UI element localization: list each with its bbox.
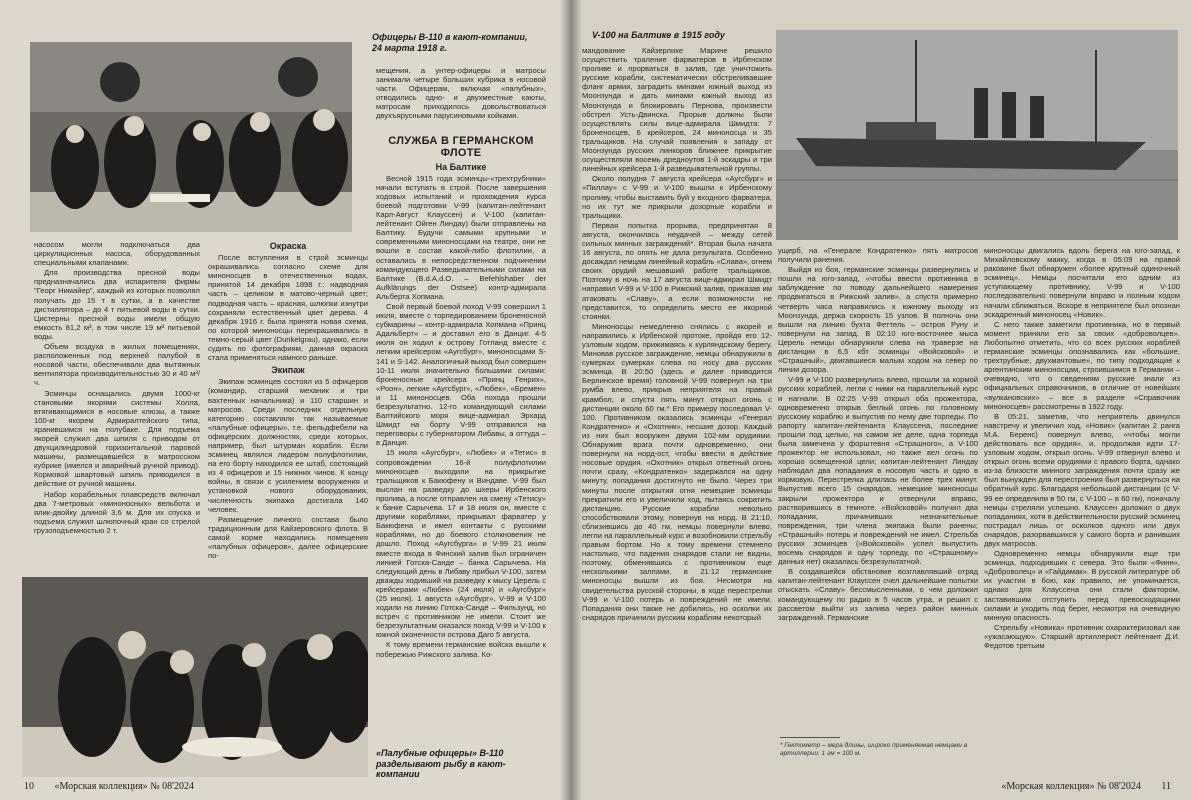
left-page bbox=[0, 0, 570, 800]
paragraph: В 05:21, заметив, что неприятель двинулся навстречу и увеличил ход, «Новик» (капитан 2 ранга М.А. Беренс) повернул влево, «чтобы могли действовать все орудия», и, продолжая идти 17-узловым ходом, открыл огонь. V-99 отвернул влево и открыл огонь всеми орудиями с правого борта, однако из-за близости минного заграждения почти сразу же был вынужден для перестроения был развернуться на обратный курс. Благодаря небольшой дистанции (с V-99 ее определили в 50 гм, с V-100 – в 60 гм), поначалу немцы стреляли успешно. Клауссен доложил о двух попаданиях, хотя в действительности русский эсминец пострадал лишь от осколков одного или двух снарядов, разорвавшихся у самого борта и ранивших двух матросов. bbox=[984, 411, 1180, 548]
paragraph: Миноносцы немедленно снялись с якорей и направились к Ирбенской протоке, пройдя его 12-узловым ходом, прижимаясь к курляндскому берегу. Миновав русское заграждение, немцы обнаружили в сумерках сумерках слева по носу два русских эсминца. В 20:50 (здесь и далее приводится Берлинское время) головной V-99 повернул на три румба влево, прикрыв неприятеля на правый крамбол, и спустя пять минут открыл огонь с дистанции около 60 гм.* Его примеру последовал V-100. Противником оказались эсминцы «Генерал Кондратенко» и «Охотник», несшие дозор. Каждый из них был вооружен двумя 102-мм орудиями. Обнаружив врага почти одновременно, они повернули на норд-ост, чтобы ввести в действие носовые орудия. «Охотник» открыл ответный огонь почти сразу, «Кондратенко» задержался на одну минуту, попадания достигнуто не было. Через три минуты после открытия огня немецкие эсминцы прекратили его и увеличили ход, пытаясь сократить дистанцию. Русские корабли невольно способствовали этому, повернув на норд. В 21:10, сблизившись до 40 гм, немцы повернули влево, легли на параллельный курс и возобновили стрельбу правым бортом. Но к тому времени стемнело настолько, что падения снарядов стали не видны, поэтому, обменявшись с противником еще несколькими залпами, в 21:12 германские миноносцы вышли из боя. Несмотря на свидетельства русской стороны, в ходе перестрелки V-99 и V-100 потерь и повреждений не имели. Попадания они также не добились, но осколки их снарядов причинили русским кораблям некоторый bbox=[582, 321, 772, 622]
paragraph: мещения, а унтер-офицеры и матросы занимали четыре больших кубрика в носовой части. Офицерам, включая «палубных», отводились одно- и двухместные каюты, матросам приходилось довольствоваться двухъярусными парусиновыми койками. bbox=[376, 66, 546, 121]
subheading-baltic: На Балтике bbox=[435, 161, 487, 172]
right-col-2 bbox=[778, 246, 978, 732]
paragraph: После вступления в строй эсминцы окрашивались согласно схеме для миноносцев в отечественных водах, принятой 14 декабря 1898 г.: надводная часть – целиком в матово-черный цвет; подводная часть – красная, шлюпки изнутри сохраняли естественный цвет дерева. 4 декабря 1916 г. была принята новая схема, по которой миноносцы перекрашивались в темно-серый цвет (Dunkelgrau), однако, если судить по фотографиям, данная окраска стала применяться намного раньше. bbox=[208, 253, 368, 363]
paragraph: V-99 и V-100 развернулись влево, прошли за кормой русских кораблей, легли с ними на параллельный курс и нагнали. В 02:25 V-99 открыл оба прожектора, одновременно открыв беглый огонь по головному русскому кораблю и выпустив по нему две торпеды. По рапорту капитан-лейтенанта Клауссена, последние прошли под целью, на самом же деле, одна торпеда была замечена у форштевня «Страшного», а V-100 прожектор не использовал, но также вел огонь по хорошо освещенной цели; капитан-лейтенант Линдау наблюдал два попадания в носовую часть и одно в кормовую. Перестрелка длилась не более трех минут. Выпустив всего 15 снарядов, немецкие миноносцы закрыли прожектора и отвернули вправо, растворившись в темноте. «Войсковой» получил два попадания, причинивших незначительные повреждения, три члена экипажа были ранены; «Страшный» потерь и повреждений не имел. Стрельба русских эсминцев («Войсковой» успел выпустить восемь снарядов и одну торпеду, по «Страшному» данных нет) оказалась безрезультатной. bbox=[778, 375, 978, 567]
footnote: * Гектометр – мера длины, широко применяемая немцами в артиллерии: 1 гм = 100 м. bbox=[780, 742, 968, 757]
footer-left bbox=[24, 781, 194, 792]
footer-right bbox=[1001, 781, 1171, 792]
paragraph: Одновременно немцы обнаружили еще три эсминца, подходивших с севера. Это были «Финн», «Доброволец» и «Гайдамак». В русской литературе об их участии в бою, как правило, не упоминается, однако для Клауссена они стали фактором, заставившим отступить перед превосходящими силами и уходить под берег, несмотря на очевидную минную опасность. bbox=[984, 549, 1180, 622]
magazine-title: «Морская коллекция» № 08'2024 bbox=[1001, 781, 1141, 792]
paragraph: 15 июля «Аугсбург», «Любек» и «Тетис» в сопровождении 16-й полуфлотилии миноносцев выходили на прикрытие тральщиков к Бакюфену и Виндаве. V-99 был выслан на разведку до шхеры Ирбенского пролива, а после отправлен на смену «Тетису» к банке Сарычева. 17 и 18 июля он, вместе с другими кораблями, прикрывал фарватер у Бакюфена и имел контакты с русскими кораблями, но до боевого столкновения не дошло. Поход «Аугсбурга» и V-99 21 июля вместе входа в Финский залив был ограничен линией Готска-Санде – банка Сарычева. На следующий день в Либаву прибыл V-100, затем дважды ходивший на разведку к мысу Церель с крейсерами «Любек» (24 июля) и «Аугсбург» (25 июля). 1 августа «Аугсбург», V-99 и V-100 ходили на линию Готска-Сандё – Фильзунд, но встреч с противником не имели. Стоит же безрезультатным оказался поход V-99 и V-100 к южной оконечности острова Даго 5 августа. bbox=[376, 448, 546, 640]
paragraph: Размещение личного состава было традиционным для Кайзеровского флота. В самой корме находились помещения «палубных офицеров», далее офицерские по- bbox=[208, 514, 368, 561]
paragraph: ущерб, на «Генерале Кондратенко» пять матросов получили ранения. bbox=[778, 246, 978, 265]
right-col-3 bbox=[984, 246, 1180, 780]
caption-top-right: V-100 на Балтике в 1915 году bbox=[592, 30, 725, 40]
page-number: 11 bbox=[1161, 781, 1171, 792]
paragraph: В создавшейся обстановке возглавлявший отряд капитан-лейтенант Клауссен счел дальнейшие попытки отыскать «Славу» бессмысленными, о чем доложил командующему по радио в 5 часов утра, и решил с рассветом выйти из залива через район минных заграждений. Германские bbox=[778, 567, 978, 622]
paragraph: мандование Кайзерлихе Марине решило осуществить траление фарватеров в Ирбенском проливе и прорваться в залив, где уничтожить русские корабли, систематически обстреливавшие фланг армии, заградить минами южный выход из Моонзунда и дать минами южный выход из Моонзунда и блокировать Пернова, произвести обстрел Усть-Двинска. Прорыв должны были осуществлять силы вице-адмирала Шмидта: 7 броненосцев, 6 крейсеров, 24 миноносца и 35 тральщиков. На случай появления к западу от Моонзунда русских линкоров ближнее прикрытие осуществляли восемь дредноутов 1-й эскадры и три линейных крейсера 1-й разведывательной группы. bbox=[582, 46, 772, 174]
paragraph: Свой первый боевой поход V-99 совершил 1 июля, вместе с торпедированием броненосной субмарины – контр-адмирала Хопмана «Принц Адальберт» – и доставил его в Данциг. 4-5 июля он ходил к острову Готланд вместе с легким крейсером «Аугсбург», миноносцами S-141 и S-142. Аналогичный выход был совершен 10-11 июля значительно большими силами: броненосные крейсера «Принц Генрих», «Роон», легкие «Аугсбург», «Любек», «Бремен» и 11 миноносцев. Оба похода прошли безрезультатно. 12-го командующий силами Балтийского моря вице-адмирал Эрхард Шмидт на борту V-99 отправился на переговоры с губернатором Либавы, а оттуда – в Данциг. bbox=[376, 301, 546, 448]
paragraph: Набор корабельных плавсредств включал два 7-метровых «миноносных» вельбота и ялик-двойку длиной 3,6 м. Для их спуска и подъема служил шлюпочный кран со стрелой грузоподъемностью 2 т. bbox=[34, 489, 200, 535]
photo-officers-wardroom bbox=[30, 42, 352, 232]
paragraph: Весной 1915 года эсминцы-«трехтрубники» начали вступать в строй. После завершения ходовых испытаний и прохождения курса боевой подготовки V-99 (капитан-лейтенант Карл-Август Клауссен) и V-100 (капитан-лейтенант Ойген Линдау) были отправлены на Балтику. Будучи самыми крупными и современными миноносцами на театре, они не вошли в состав какой-либо флотилии, а оставались в непосредственном подчинении командующего Разведывательными силами на Балтике (B.d.A.d.O. – Befehlshaber der Aufklärungs der Ostsee) контр-адмирала Альберта Хопмана. bbox=[376, 173, 546, 301]
paragraph: насосом могли подключаться два циркуляционных насоса, оборудованных специальными клапанами. bbox=[34, 240, 200, 268]
page-number: 10 bbox=[24, 781, 34, 792]
caption-bottom: «Палубные офицеры» B-110 разделывают рыбу в кают-компании bbox=[376, 748, 506, 779]
paragraph: Для производства пресной воды предназначались два испарителя фирмы "Георг Нимайер", каждый из которых позволял получать до 15 т в сутки, а в качестве дистиллятора – до 4 т питьевой воды в сутки. Цистерны пресной воды имели общую емкость 81,2 м³, в том числе 19 м³ питьевой воды. bbox=[34, 268, 200, 341]
right-page bbox=[570, 0, 1191, 800]
paragraph: С него также заметили противника, но в первый момент приняли его за своих «доброволцев». Любопытно отметить, что со всех русских кораблей германские эсминцы опознавались как «большие, трехтрубные, двухмачтовые», по типу подходящие к аргентинским миноносцам, строившимся в Германии – очевидно, что о сведениям русские знали из официальных справочников, в отличие от новейших «вулкановских» – все в разделе «Справочник миноносцев» рассмотрены в 1922 году. bbox=[984, 319, 1180, 411]
magazine-title: «Морская коллекция» № 08'2024 bbox=[54, 781, 194, 792]
photo-deck-officers-fish bbox=[22, 577, 368, 777]
section-heading: СЛУЖБА В ГЕРМАНСКОМ ФЛОТЕ bbox=[388, 134, 534, 159]
right-col-1 bbox=[582, 46, 772, 788]
paragraph: Около полудня 7 августа крейсера «Аугсбург» и «Пиллау» с V-99 и V-100 вышли к Ирбенскому проливу, чтобы выставить буй у входного фарватера, но их тут же прикрыли дозорные корабли и тральщики. bbox=[582, 174, 772, 220]
caption-top: Офицеры В-110 в кают-компании, 24 марта 1918 г. bbox=[372, 32, 528, 53]
heading-crew: Экипаж bbox=[271, 365, 305, 376]
paragraph: Первая попытка прорыва, предпринятая 8 августа, окончилась неудачей – между сетей сильных минных заграждений*. Вторая была начата 16 августа, по опять не дала результата. Особенно досаждал немцам линейный корабль «Слава», огнем своих орудий мешавший работе тральщиков. Поэтому в ночь на 17 августа вице-адмирал Шмидт направил V-99 и V-100 в Рижский залив, приказав им атаковать «Славу», а если возможности не представится, то определить место ее якорной стоянки. bbox=[582, 220, 772, 321]
paragraph: Выйдя из боя, германские эсминцы развернулись и пошли на юго-запад, «чтобы ввести противника в заблуждение по поводу дальнейшего намерения продвигаться в Рижский залив», а спустя примерно четверть часа направились к южному выходу из Моонзунда, держа скорость 15 узлов. В полночь они вышли на линию бухта Феттель – остров Руну и повернули на запад. В 02:10 юго-восточнее мыса Церель немцы обнаружили слева на траверзе на дистанции в 6,5 кбт эсминцы «Войсковой» и «Страшный», двигавшиеся малым ходом на север по линии дозора. bbox=[778, 265, 978, 375]
heading-paint: Окраска bbox=[269, 241, 307, 251]
paragraph: К тому времени германские войска вышли к побережью Рижского залива. Ко- bbox=[376, 640, 546, 659]
footnote-rule bbox=[780, 737, 840, 738]
paragraph: Стрельбу «Новика» противник охарактеризовал как «ужасающую». Старший артиллерист лейтенант Д.И. Федотов третьим bbox=[984, 622, 1180, 651]
photo-v100-destroyer bbox=[776, 30, 1178, 240]
left-col-3 bbox=[376, 66, 546, 746]
paragraph: Экипаж эсминцев состоял из 5 офицеров (командир, старший механик и три вахтенных начальника) и 110 старшин и матросов. Среди последних отдельную категорию составляли так называемые «палубные офицеры», т.е. фельдфебели на офицерских должностях, среди которых, например, был штурман корабля. Если эсминец являлся лидером полуфлотилии, на его борту находился ее штаб, состоящий из 4 офицеров и 15 нижних чинов. К концу войны, в связи с усилением вооружения и установкой нового оборудования, численность экипажа достигала 140 человек. bbox=[208, 377, 368, 514]
paragraph: миноносцы двигались вдоль берега на юго-запад, к Михайловскому маяку, когда в 05:09 на правой раковине был обнаружен «более крупный одиночный эсминец». Немцы посчитали его одним из уступающему противнику, V-99 и V-100 последовательно повернули вправо и полным ходом начали сближаться. Вскоре в неприятеле был опознан эскадренный миноносец «Новик». bbox=[984, 246, 1180, 319]
left-col-2 bbox=[208, 238, 368, 572]
paragraph: Объем воздуха в жилых помещениях, расположенных под верхней палубой в носовой части, обеспечивали два вытяжных вентилятора производительностью 30 и 40 м³/ч. bbox=[34, 342, 200, 388]
paragraph: Эсминцы оснащались двумя 1000-кг становыми якорями системы Холла, втягивающимися в носовые клюзы, а также 100-кг якорем Адмиралтейского типа, хранившимся на полубаке. Для подъема якорей служил два шпиля с приводом от двухцилиндровой горизонтальной паровой машины, размещавшейся в матросском кубрике (имелся и аварийный ручной привод). Кормовой швартовый шпиль приводился в действие от ручной машины. bbox=[34, 388, 200, 489]
left-col-1 bbox=[34, 240, 200, 572]
